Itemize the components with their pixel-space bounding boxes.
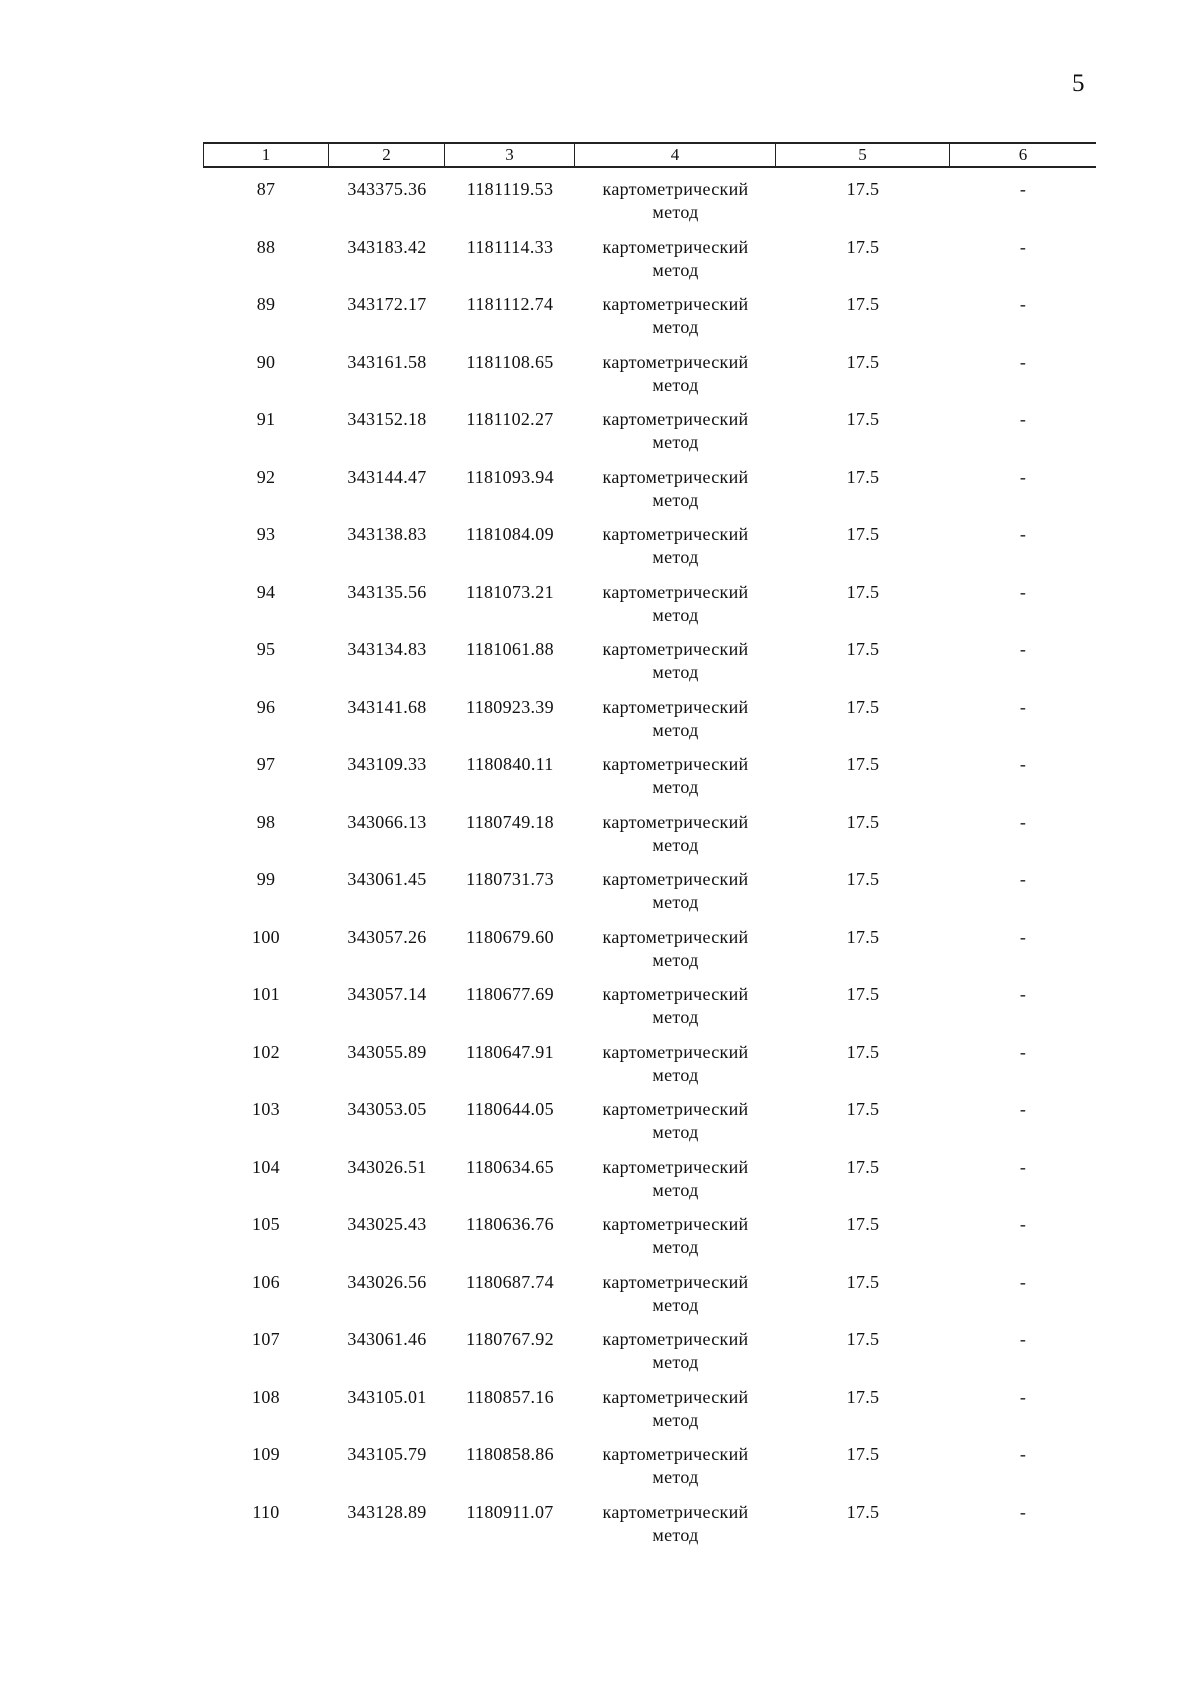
accuracy-cell: 17.5 (846, 409, 880, 429)
method-line-2: метод (652, 202, 699, 222)
x-coordinate-cell: 343026.51 (347, 1156, 427, 1177)
accuracy-cell: 17.5 (846, 1156, 880, 1177)
y-coordinate-cell: 1180634.65 (466, 1156, 554, 1177)
method-line-2: метод (652, 719, 699, 740)
point-number-cell: 107 (252, 1329, 280, 1349)
coordinates-table (203, 142, 1096, 1556)
accuracy-cell: 17.5 (846, 581, 880, 602)
x-coordinate-cell: 343026.56 (347, 1271, 427, 1292)
method-line-2: метод (652, 834, 699, 855)
x-coordinate-cell: 343135.56 (347, 581, 427, 602)
y-coordinate-cell: 1180636.76 (466, 1214, 554, 1234)
point-number-cell: 92 (256, 466, 276, 487)
method-line-1: картометрический (602, 1041, 749, 1062)
y-coordinate-cell: 1180687.74 (466, 1271, 554, 1292)
table-row (203, 751, 1096, 809)
point-number-cell: 109 (252, 1444, 280, 1464)
method-line-1: картометрический (602, 811, 749, 832)
method-line-1: картометрический (602, 1214, 749, 1234)
method-cell (575, 406, 776, 464)
table-body (203, 176, 1096, 1556)
point-number-cell: 108 (252, 1386, 280, 1407)
method-line-1: картометрический (602, 466, 749, 487)
method-line-2: метод (652, 1237, 699, 1257)
method-line-1: картометрический (602, 754, 749, 774)
note-cell: - (1019, 179, 1027, 199)
table-row (203, 521, 1096, 579)
note-cell: - (1019, 1444, 1027, 1464)
accuracy-cell: 17.5 (846, 466, 880, 487)
method-cell (575, 1154, 776, 1212)
method-line-2: метод (652, 432, 699, 452)
method-line-1: картометрический (602, 1156, 749, 1177)
table-header-row (203, 142, 1096, 168)
y-coordinate-cell: 1180644.05 (466, 1099, 554, 1119)
note-cell: - (1019, 639, 1027, 659)
y-coordinate-cell: 1180857.16 (466, 1386, 554, 1407)
point-number-cell: 99 (256, 869, 276, 889)
accuracy-cell: 17.5 (846, 1444, 880, 1464)
note-cell: - (1019, 1041, 1027, 1062)
x-coordinate-cell: 343105.79 (347, 1444, 427, 1464)
accuracy-cell: 17.5 (846, 869, 880, 889)
method-line-1: картометрический (602, 524, 749, 544)
point-number-cell: 101 (252, 984, 280, 1004)
column-header-3: 3 (445, 144, 575, 166)
x-coordinate-cell: 343061.45 (347, 869, 427, 889)
accuracy-cell: 17.5 (846, 754, 880, 774)
accuracy-cell: 17.5 (846, 236, 880, 257)
y-coordinate-cell: 1180767.92 (466, 1329, 554, 1349)
point-number-cell: 93 (256, 524, 276, 544)
x-coordinate-cell: 343375.36 (347, 179, 427, 199)
method-cell (575, 349, 776, 407)
table-row (203, 924, 1096, 982)
y-coordinate-cell: 1180749.18 (466, 811, 554, 832)
method-line-1: картометрический (602, 984, 749, 1004)
accuracy-cell: 17.5 (846, 1271, 880, 1292)
method-line-1: картометрический (602, 869, 749, 889)
method-line-2: метод (652, 1352, 699, 1372)
method-cell (575, 809, 776, 867)
method-line-1: картометрический (602, 351, 749, 372)
x-coordinate-cell: 343144.47 (347, 466, 427, 487)
column-header-6: 6 (1018, 145, 1028, 164)
point-number-cell: 106 (252, 1271, 280, 1292)
y-coordinate-cell: 1181119.53 (466, 179, 554, 199)
point-number-cell: 91 (256, 409, 276, 429)
method-cell (575, 1211, 776, 1269)
y-coordinate-cell: 1180923.39 (466, 696, 554, 717)
method-line-1: картометрический (602, 409, 749, 429)
method-line-2: метод (652, 777, 699, 797)
note-cell: - (1019, 1214, 1027, 1234)
method-line-2: метод (652, 1179, 699, 1200)
y-coordinate-cell: 1181112.74 (466, 294, 554, 314)
note-cell: - (1019, 926, 1027, 947)
method-line-1: картометрический (602, 1099, 749, 1119)
method-cell (575, 636, 776, 694)
method-line-1: картометрический (602, 639, 749, 659)
method-cell (575, 464, 776, 522)
accuracy-cell: 17.5 (846, 351, 880, 372)
y-coordinate-cell: 1180858.86 (466, 1444, 554, 1464)
x-coordinate-cell: 343055.89 (347, 1041, 427, 1062)
y-coordinate-cell: 1181073.21 (466, 581, 554, 602)
method-line-1: картометрический (602, 179, 749, 199)
column-header-5: 5 (776, 144, 950, 166)
x-coordinate-cell: 343141.68 (347, 696, 427, 717)
table-row (203, 1441, 1096, 1499)
column-header-2: 2 (329, 144, 445, 166)
x-coordinate-cell: 343066.13 (347, 811, 427, 832)
table-row (203, 1499, 1096, 1557)
note-cell: - (1019, 754, 1027, 774)
table-row (203, 579, 1096, 637)
x-coordinate-cell: 343152.18 (347, 409, 427, 429)
accuracy-cell: 17.5 (846, 1501, 880, 1522)
table-row (203, 636, 1096, 694)
point-number-cell: 98 (256, 811, 276, 832)
method-line-2: метод (652, 949, 699, 970)
accuracy-cell: 17.5 (846, 811, 880, 832)
method-line-2: метод (652, 892, 699, 912)
method-line-2: метод (652, 1064, 699, 1085)
note-cell: - (1019, 409, 1027, 429)
x-coordinate-cell: 343057.26 (347, 926, 427, 947)
y-coordinate-cell: 1181102.27 (466, 409, 554, 429)
point-number-cell: 88 (256, 236, 276, 257)
y-coordinate-cell: 1180731.73 (466, 869, 554, 889)
x-coordinate-cell: 343128.89 (347, 1501, 427, 1522)
method-cell (575, 751, 776, 809)
table-row (203, 1211, 1096, 1269)
y-coordinate-cell: 1181108.65 (466, 351, 554, 372)
point-number-cell: 90 (256, 351, 276, 372)
note-cell: - (1019, 1386, 1027, 1407)
method-cell (575, 1326, 776, 1384)
page-number: 5 (1072, 70, 1085, 97)
method-line-2: метод (652, 547, 699, 567)
y-coordinate-cell: 1180911.07 (466, 1501, 554, 1522)
method-cell (575, 1039, 776, 1097)
table-row (203, 234, 1096, 292)
table-row (203, 176, 1096, 234)
accuracy-cell: 17.5 (846, 524, 880, 544)
method-line-2: метод (652, 1122, 699, 1142)
accuracy-cell: 17.5 (846, 984, 880, 1004)
method-cell (575, 1441, 776, 1499)
y-coordinate-cell: 1181093.94 (466, 466, 554, 487)
note-cell: - (1019, 1099, 1027, 1119)
table-row (203, 809, 1096, 867)
note-cell: - (1019, 466, 1027, 487)
accuracy-cell: 17.5 (846, 1386, 880, 1407)
y-coordinate-cell: 1181114.33 (466, 236, 554, 257)
method-line-2: метод (652, 259, 699, 280)
note-cell: - (1019, 869, 1027, 889)
note-cell: - (1019, 351, 1027, 372)
method-cell (575, 579, 776, 637)
table-row (203, 1039, 1096, 1097)
table-row (203, 981, 1096, 1039)
x-coordinate-cell: 343161.58 (347, 351, 427, 372)
accuracy-cell: 17.5 (846, 639, 880, 659)
accuracy-cell: 17.5 (846, 926, 880, 947)
table-row (203, 1326, 1096, 1384)
point-number-cell: 104 (252, 1156, 280, 1177)
x-coordinate-cell: 343172.17 (347, 294, 427, 314)
method-line-2: метод (652, 1467, 699, 1487)
x-coordinate-cell: 343134.83 (347, 639, 427, 659)
x-coordinate-cell: 343109.33 (347, 754, 427, 774)
note-cell: - (1019, 1156, 1027, 1177)
method-cell (575, 521, 776, 579)
accuracy-cell: 17.5 (846, 179, 880, 199)
note-cell: - (1019, 1329, 1027, 1349)
point-number-cell: 105 (252, 1214, 280, 1234)
note-cell: - (1019, 236, 1027, 257)
method-cell (575, 176, 776, 234)
method-cell (575, 1499, 776, 1557)
method-line-1: картометрический (602, 1386, 749, 1407)
point-number-cell: 103 (252, 1099, 280, 1119)
method-line-2: метод (652, 1007, 699, 1027)
y-coordinate-cell: 1180647.91 (466, 1041, 554, 1062)
y-coordinate-cell: 1180679.60 (466, 926, 554, 947)
x-coordinate-cell: 343183.42 (347, 236, 427, 257)
table-row (203, 1154, 1096, 1212)
method-line-1: картометрический (602, 581, 749, 602)
table-row (203, 291, 1096, 349)
method-line-2: метод (652, 1524, 699, 1545)
x-coordinate-cell: 343053.05 (347, 1099, 427, 1119)
method-cell (575, 866, 776, 924)
method-line-1: картометрический (602, 1329, 749, 1349)
method-cell (575, 1269, 776, 1327)
x-coordinate-cell: 343105.01 (347, 1386, 427, 1407)
table-row (203, 1096, 1096, 1154)
method-line-2: метод (652, 1409, 699, 1430)
method-line-2: метод (652, 662, 699, 682)
note-cell: - (1019, 581, 1027, 602)
point-number-cell: 89 (256, 294, 276, 314)
accuracy-cell: 17.5 (846, 1041, 880, 1062)
point-number-cell: 100 (252, 926, 280, 947)
table-row (203, 349, 1096, 407)
table-row (203, 1269, 1096, 1327)
method-line-1: картометрический (602, 294, 749, 314)
accuracy-cell: 17.5 (846, 696, 880, 717)
method-line-1: картометрический (602, 926, 749, 947)
note-cell: - (1019, 696, 1027, 717)
note-cell: - (1019, 1501, 1027, 1522)
method-line-1: картометрический (602, 1271, 749, 1292)
x-coordinate-cell: 343061.46 (347, 1329, 427, 1349)
point-number-cell: 87 (256, 179, 276, 199)
method-line-1: картометрический (602, 696, 749, 717)
note-cell: - (1019, 1271, 1027, 1292)
method-line-2: метод (652, 489, 699, 510)
table-row (203, 464, 1096, 522)
y-coordinate-cell: 1180840.11 (466, 754, 554, 774)
x-coordinate-cell: 343025.43 (347, 1214, 427, 1234)
table-row (203, 694, 1096, 752)
note-cell: - (1019, 811, 1027, 832)
method-cell (575, 1384, 776, 1442)
method-cell (575, 291, 776, 349)
table-row (203, 1384, 1096, 1442)
accuracy-cell: 17.5 (846, 1329, 880, 1349)
method-line-2: метод (652, 374, 699, 395)
y-coordinate-cell: 1181084.09 (466, 524, 554, 544)
column-header-4: 4 (575, 144, 776, 166)
note-cell: - (1019, 984, 1027, 1004)
point-number-cell: 110 (252, 1501, 280, 1522)
method-line-2: метод (652, 1294, 699, 1315)
point-number-cell: 97 (256, 754, 276, 774)
method-line-1: картометрический (602, 236, 749, 257)
point-number-cell: 94 (256, 581, 276, 602)
x-coordinate-cell: 343057.14 (347, 984, 427, 1004)
method-line-1: картометрический (602, 1501, 749, 1522)
method-line-2: метод (652, 317, 699, 337)
note-cell: - (1019, 524, 1027, 544)
method-cell (575, 924, 776, 982)
y-coordinate-cell: 1181061.88 (466, 639, 554, 659)
accuracy-cell: 17.5 (846, 1099, 880, 1119)
method-cell (575, 1096, 776, 1154)
column-header-1: 1 (203, 144, 329, 166)
note-cell: - (1019, 294, 1027, 314)
table-row (203, 406, 1096, 464)
x-coordinate-cell: 343138.83 (347, 524, 427, 544)
accuracy-cell: 17.5 (846, 1214, 880, 1234)
method-line-2: метод (652, 604, 699, 625)
point-number-cell: 95 (256, 639, 276, 659)
accuracy-cell: 17.5 (846, 294, 880, 314)
y-coordinate-cell: 1180677.69 (466, 984, 554, 1004)
method-cell (575, 981, 776, 1039)
method-line-1: картометрический (602, 1444, 749, 1464)
point-number-cell: 102 (252, 1041, 280, 1062)
method-cell (575, 694, 776, 752)
table-row (203, 866, 1096, 924)
method-cell (575, 234, 776, 292)
point-number-cell: 96 (256, 696, 276, 717)
